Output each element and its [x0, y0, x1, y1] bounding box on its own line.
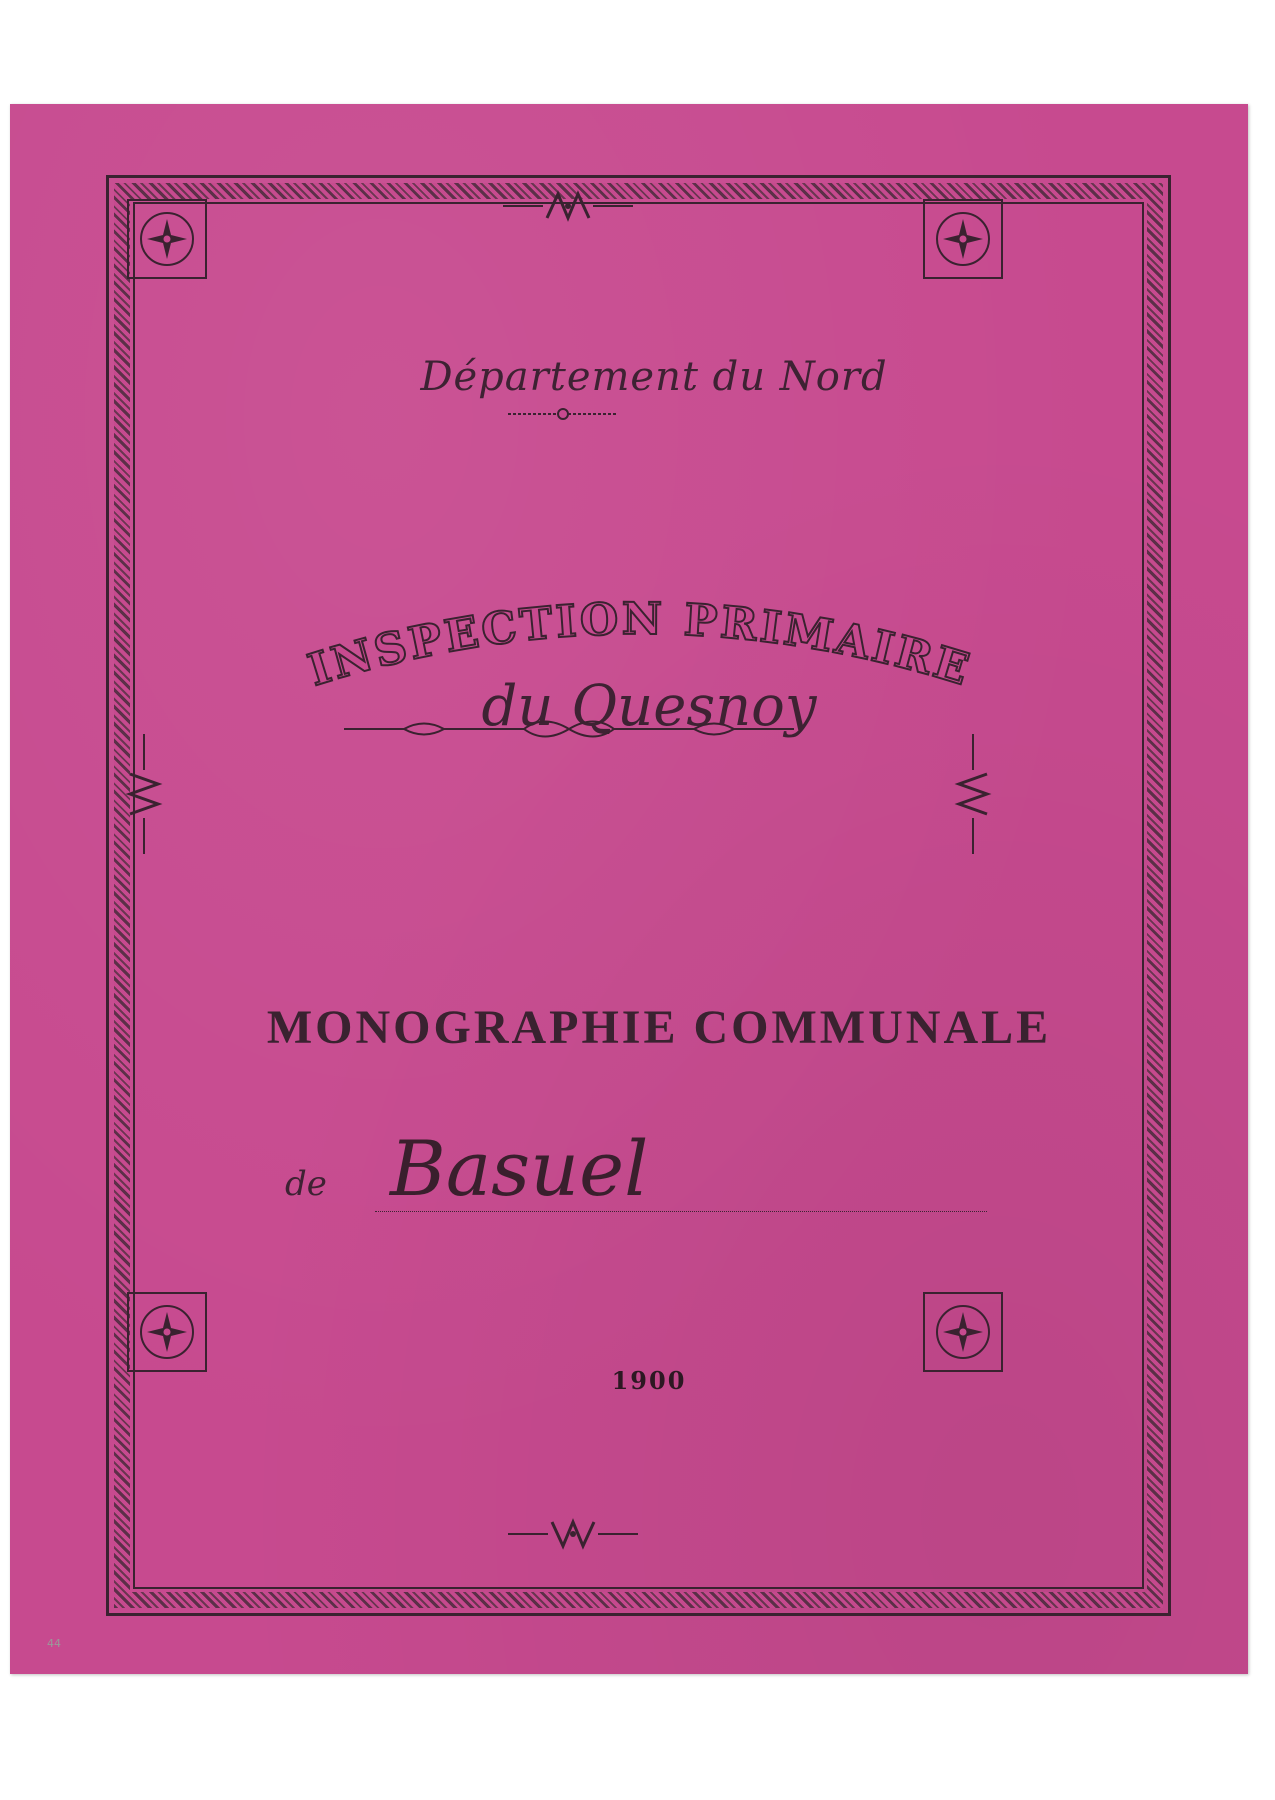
scroll-divider-icon — [508, 404, 618, 424]
scroll-divider-icon — [344, 714, 794, 744]
corner-rosette-icon — [918, 1287, 1008, 1377]
monogram-vignette-icon — [953, 734, 993, 854]
corner-rosette-icon — [122, 1287, 212, 1377]
booklet-cover — [10, 104, 1248, 1674]
commune-name: Basuel — [390, 1124, 649, 1213]
corner-rosette-icon — [918, 194, 1008, 284]
margin-pencil-note: 44 — [47, 1637, 61, 1650]
commune-dotted-line — [375, 1211, 987, 1212]
monogram-vignette-icon — [124, 734, 164, 854]
monogram-vignette-icon — [503, 188, 633, 224]
department-heading: Département du Nord — [420, 354, 888, 400]
monogram-vignette-icon — [508, 1516, 638, 1552]
district-heading: du Quesnoy — [481, 674, 817, 739]
cover-year: 1900 — [611, 1366, 687, 1395]
monograph-title: MONOGRAPHIE COMMUNALE — [266, 1001, 1052, 1054]
corner-rosette-icon — [122, 194, 212, 284]
svg-text:INSPECTION PRIMAIRE: INSPECTION PRIMAIRE — [302, 593, 978, 697]
commune-prefix: de — [285, 1164, 327, 1204]
